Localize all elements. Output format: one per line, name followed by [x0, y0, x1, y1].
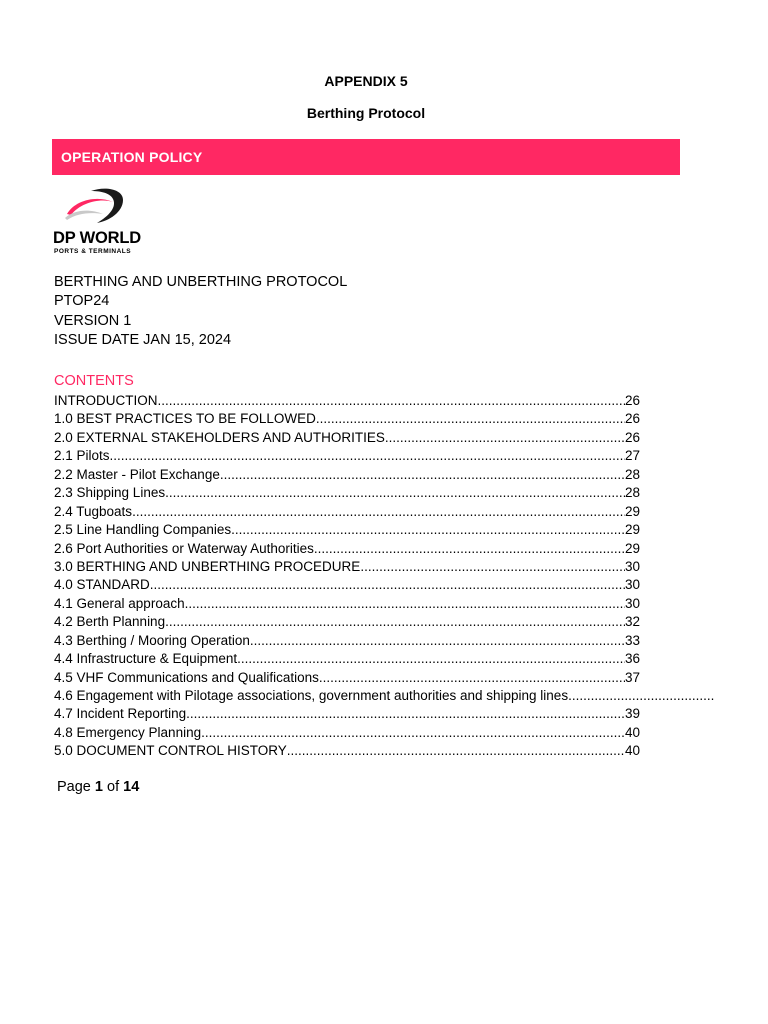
- toc-entry-label: 5.0 DOCUMENT CONTROL HISTORY: [54, 743, 287, 759]
- toc-entry-page: 40: [624, 743, 640, 759]
- toc-entry-label: INTRODUCTION: [54, 393, 158, 408]
- toc-entry-leader: [360, 558, 625, 576]
- toc-entry[interactable]: [54, 484, 640, 502]
- toc-entry-page: 40: [624, 724, 640, 740]
- toc-entry-leader: [385, 429, 625, 447]
- toc-entry-leader: [165, 484, 625, 502]
- page-current: 1: [94, 779, 103, 795]
- toc-entry-leader: [250, 632, 625, 650]
- protocol-title: BERTHING AND UNBERTHING PROTOCOL: [54, 274, 348, 290]
- toc-entry[interactable]: [54, 613, 640, 631]
- toc-entry-page: 29: [624, 540, 640, 556]
- toc-entry-label: 2.2 Master - Pilot Exchange: [54, 466, 220, 482]
- document-meta: [54, 273, 347, 350]
- toc-entry-leader: [568, 687, 714, 705]
- toc-entry-page: 28: [624, 466, 640, 482]
- dp-world-logo: [53, 185, 163, 260]
- toc-entry-page: 37: [624, 669, 640, 685]
- toc-entry[interactable]: [54, 392, 640, 410]
- toc-entry-page: 26: [624, 393, 640, 408]
- toc-entry[interactable]: [54, 669, 640, 687]
- toc-entry[interactable]: [54, 521, 640, 539]
- toc-entry-page: 32: [624, 614, 640, 630]
- toc-entry-label: 2.0 EXTERNAL STAKEHOLDERS AND AUTHORITIES: [54, 429, 385, 445]
- toc-entry-page: 26: [624, 411, 640, 427]
- protocol-issue-date: ISSUE DATE JAN 15, 2024: [54, 331, 232, 348]
- toc-entry-page: 29: [624, 503, 640, 519]
- toc-entry-label: 4.6 Engagement with Pilotage associations, government authorities and shipping lines: [54, 688, 569, 703]
- toc-entry-label: 2.6 Port Authorities or Waterway Authorities: [54, 540, 314, 556]
- page-of: of: [107, 779, 120, 795]
- toc-entry[interactable]: [54, 540, 640, 558]
- toc-entry-page: 30: [624, 577, 640, 593]
- toc-entry[interactable]: [54, 687, 714, 705]
- toc-entry-leader: [314, 540, 625, 558]
- toc-entry-label: 4.0 STANDARD: [54, 577, 150, 593]
- toc-entry-leader: [220, 466, 625, 484]
- toc-entry-leader: [158, 392, 625, 410]
- toc-entry-page: 33: [624, 632, 640, 648]
- toc-entry-leader: [231, 521, 625, 539]
- toc-entry-label: 4.2 Berth Planning: [54, 614, 166, 630]
- toc-entry-leader: [316, 410, 625, 428]
- toc-entry-leader: [201, 724, 625, 742]
- toc-entry-leader: [237, 650, 625, 668]
- toc-entry-leader: [165, 613, 625, 631]
- toc-entry-leader: [186, 705, 625, 723]
- dp-world-swoosh-icon: [53, 185, 125, 227]
- page-footer: [57, 779, 139, 795]
- toc-entry-page: 39: [624, 706, 640, 722]
- toc-entry-label: 2.5 Line Handling Companies: [54, 522, 232, 538]
- toc-entry-page: 36: [624, 651, 640, 667]
- toc-entry-page: 28: [624, 485, 640, 501]
- toc-entry-leader: [319, 669, 625, 687]
- toc-entry-label: 1.0 BEST PRACTICES TO BE FOLLOWED: [54, 411, 316, 427]
- toc-entry-label: 2.3 Shipping Lines: [54, 485, 166, 501]
- toc-entry-leader: [287, 742, 625, 760]
- logo-tagline: PORTS & TERMINALS: [54, 248, 132, 255]
- toc-entry-label: 4.1 General approach: [54, 595, 185, 611]
- toc-entry-page: 29: [624, 522, 640, 538]
- toc-entry-page: 26: [624, 429, 640, 445]
- operation-policy-banner: [52, 139, 680, 175]
- toc-entry-label: 4.4 Infrastructure & Equipment: [54, 651, 238, 667]
- banner-label: OPERATION POLICY: [61, 149, 203, 165]
- contents-heading: CONTENTS: [54, 373, 134, 389]
- toc-entry[interactable]: [54, 429, 640, 447]
- toc-entry-label: 2.1 Pilots: [54, 448, 110, 464]
- toc-entry[interactable]: [54, 595, 640, 613]
- toc-entry-page: 30: [624, 595, 640, 611]
- toc-entry-leader: [150, 576, 625, 594]
- toc-entry-page: 27: [624, 448, 640, 464]
- toc-entry[interactable]: [54, 466, 640, 484]
- table-of-contents: [54, 392, 640, 761]
- toc-entry-leader: [110, 447, 625, 465]
- toc-entry[interactable]: [54, 742, 640, 760]
- toc-entry-label: 4.5 VHF Communications and Qualifications: [54, 669, 319, 685]
- toc-entry[interactable]: [54, 632, 640, 650]
- toc-entry-label: 4.3 Berthing / Mooring Operation: [54, 632, 250, 648]
- toc-entry-leader: [132, 503, 625, 521]
- toc-entry[interactable]: [54, 558, 640, 576]
- page-prefix: Page: [57, 779, 91, 795]
- protocol-code: PTOP24: [54, 293, 110, 310]
- toc-entry-label: 4.8 Emergency Planning: [54, 724, 202, 740]
- toc-entry[interactable]: [54, 705, 640, 723]
- toc-entry-label: 3.0 BERTHING AND UNBERTHING PROCEDURE: [54, 558, 361, 574]
- toc-entry-label: 2.4 Tugboats: [54, 503, 133, 519]
- logo-name: DP WORLD: [53, 229, 141, 247]
- toc-entry-leader: [185, 595, 625, 613]
- appendix-title: APPENDIX 5: [324, 73, 408, 89]
- toc-entry[interactable]: [54, 503, 640, 521]
- toc-entry[interactable]: [54, 576, 640, 594]
- toc-entry[interactable]: [54, 650, 640, 668]
- toc-entry[interactable]: [54, 447, 640, 465]
- toc-entry[interactable]: [54, 410, 640, 428]
- toc-entry-label: 4.7 Incident Reporting: [54, 706, 187, 722]
- toc-entry-page: 30: [624, 558, 640, 574]
- protocol-version: VERSION 1: [54, 312, 132, 329]
- toc-entry[interactable]: [54, 724, 640, 742]
- page-total: 14: [123, 779, 140, 795]
- document-subtitle: Berthing Protocol: [306, 105, 426, 121]
